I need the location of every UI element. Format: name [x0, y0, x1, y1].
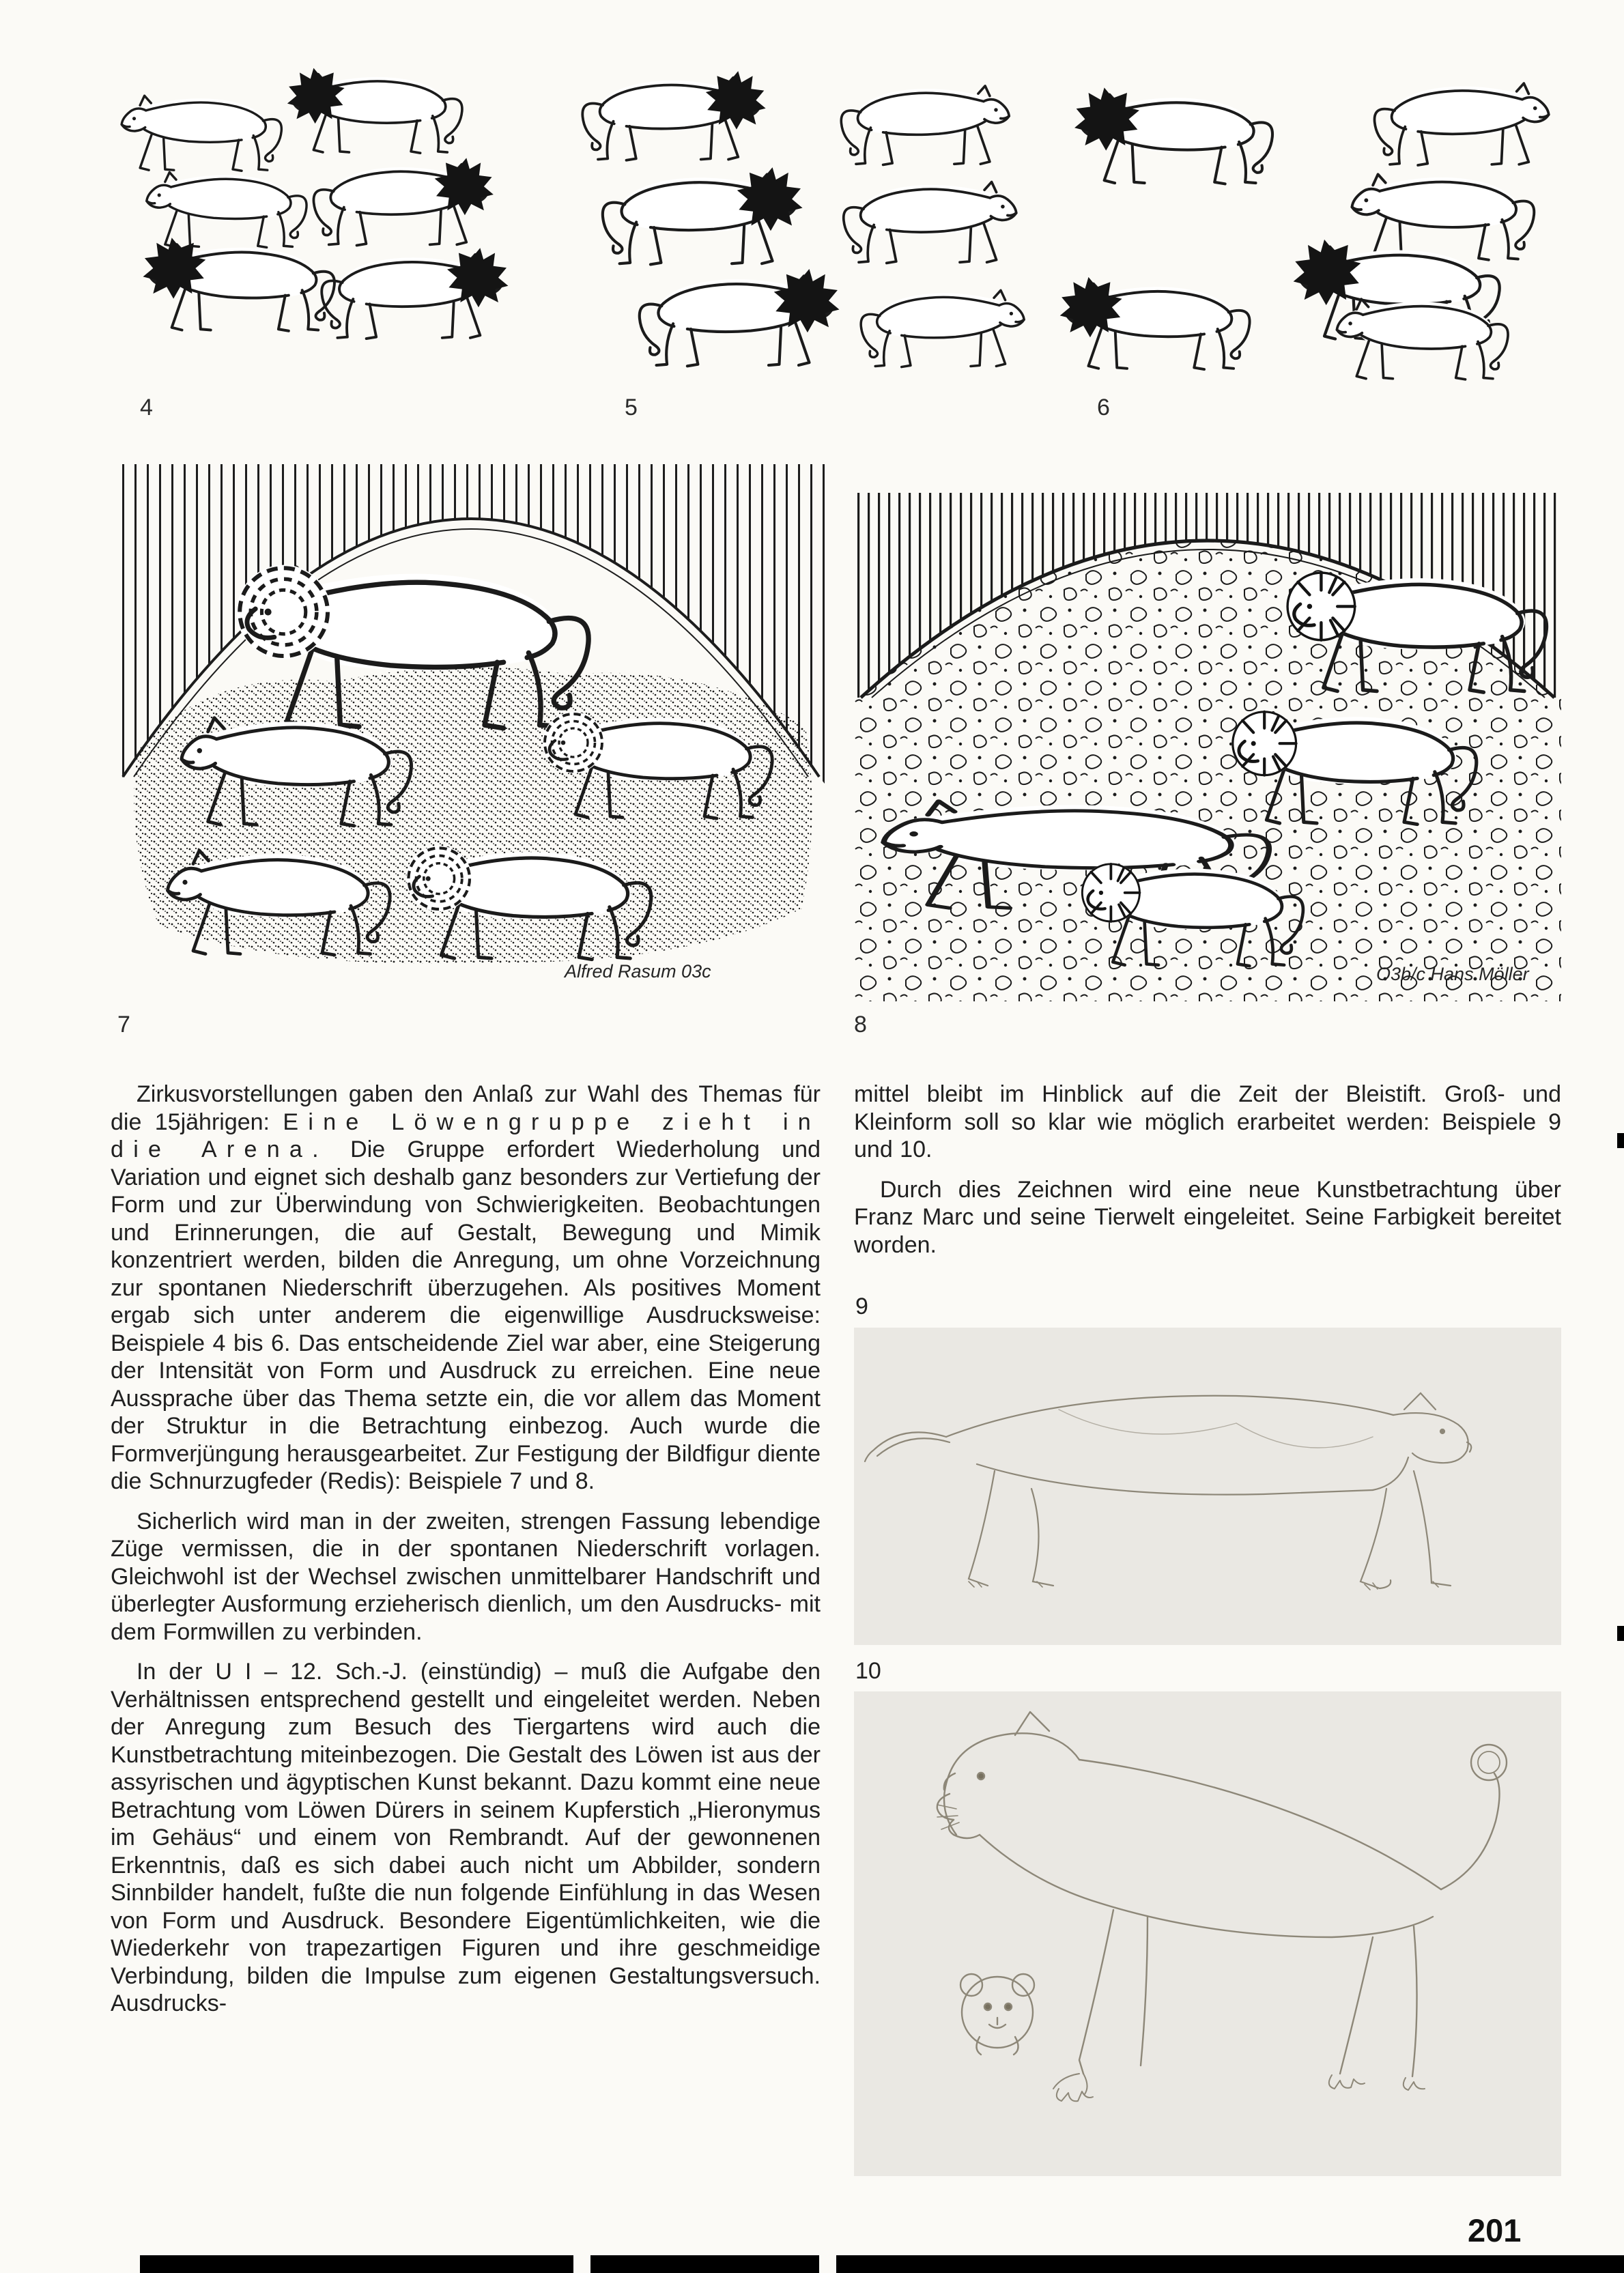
figure-4-lion-sketches — [111, 59, 523, 390]
figure-8-cage-drawing — [854, 493, 1561, 1001]
figure-5-drawing — [545, 59, 1031, 390]
scan-artifact-bar — [590, 2255, 819, 2273]
figure-4-label: 4 — [140, 395, 153, 420]
page-number: 201 — [1468, 2212, 1522, 2248]
figure-5-label: 5 — [625, 395, 638, 420]
paragraph-1-text-post: Die Gruppe erfordert Wiederholung und Variation und eignet sich deshalb ganz besonders zur Vertiefung der Form und zur Überwindung von Schwierigkeiten. Beobachtungen und Erinnerungen, die auf Gestalt, Bewegung und Mimik konzentriert werden, bilden die Anregung, um ohne Vorzeichnung zur spontanen Niederschrift überzugehen. Als positives Moment ergab sich unter anderem die eigenwillige Ausdrucksweise: Beispiele 4 bis 6. Das entscheidende Ziel war aber, eine Steigerung der Intensität von Form und Ausdruck zu erreichen. Eine neue Aussprache über das Thema setzte ein, die vor allem das Moment der Struktur in die Betrachtung einbezog. Auch wurde die Formverjüngung herausgearbeitet. Zur Festigung der Bildfigur diente die Schnurzugfeder (Redis): Beispiele 7 und 8. — [111, 1136, 821, 1494]
figure-9-label: 9 — [855, 1293, 868, 1319]
ground-texture — [134, 667, 812, 963]
paragraph-4: mittel bleibt im Hinblick auf die Zeit der Bleistift. Groß- und Kleinform soll so klar wie möglich erarbeitet werden: Beispiele 9 und 10. — [854, 1081, 1561, 1162]
figure-7-label: 7 — [117, 1012, 130, 1038]
paragraph-5: Durch dies Zeichnen wird eine neue Kunstbetrachtung über Franz Marc und seine Tierwelt eingeleitet. Seine Farbigkeit bereitet worden. — [854, 1176, 1561, 1258]
figure-7-drawing — [117, 464, 825, 1001]
figure-8-label: 8 — [854, 1012, 867, 1038]
figure-9-pencil-drawing — [854, 1328, 1561, 1645]
left-text-column — [111, 1081, 821, 2018]
paragraph-1 — [111, 1081, 821, 1496]
figure-8-signature: O3b/c Hans Möller — [1376, 964, 1529, 984]
figure-10-drawing — [854, 1691, 1561, 2176]
figure-7-signature: Alfred Rasum 03c — [565, 961, 711, 982]
figure-4-drawing — [111, 59, 523, 390]
scan-edge-mark — [1617, 1626, 1624, 1641]
scan-edge-mark — [1617, 1133, 1624, 1148]
figure-8-drawing — [854, 493, 1561, 1001]
right-text-column — [854, 1081, 1561, 2176]
figure-5-lion-sketches — [545, 59, 1031, 390]
scan-artifact-bar — [836, 2255, 1624, 2273]
paragraph-2: Sicherlich wird man in der zweiten, strengen Fassung lebendige Züge vermissen, die in der spontanen Niederschrift vorlagen. Gleichwohl ist der Wechsel zwischen unmittelbarer Handschrift und überlegter Ausformung erzieherisch dienlich, um den Ausdrucks- mit dem Formwillen zu verbinden. — [111, 1508, 821, 1645]
figure-6-drawing — [1053, 59, 1563, 390]
figure-6-lion-sketches — [1053, 59, 1563, 390]
figure-7-cage-drawing — [117, 464, 825, 1001]
paragraph-1-spaced-title: Eine Löwengruppe zieht in die Arena. — [111, 1109, 821, 1162]
figure-10-pencil-drawing — [854, 1691, 1561, 2176]
paragraph-1-text-pre: Zirkusvorstellungen gaben den Anlaß zur Wahl des Themas für die 15jährigen: — [111, 1081, 821, 1135]
figure-6-label: 6 — [1097, 395, 1110, 420]
figure-9-drawing — [854, 1328, 1561, 1645]
scan-artifact-bar — [140, 2255, 573, 2273]
paragraph-3: In der U I – 12. Sch.-J. (einstündig) – muß die Aufgabe den Verhältnissen entsprechend gestellt und eingeleitet werden. Neben der Anregung zum Besuch des Tiergartens wird auch die Kunstbetrachtung miteinbezogen. Die Gestalt des Löwen ist aus der assyrischen und ägyptischen Kunst bekannt. Dazu kommt eine neue Betrachtung vom Löwen Dürers in seinem Kupferstich „Hieronymus im Gehäus“ und einem von Rembrandt. Auf der gewonnenen Erkenntnis, daß es sich dabei auch nicht um Abbilder, sondern Sinnbilder handelt, fußte die nun folgende Einfühlung in das Wesen von Form und Ausdruck. Besondere Eigentümlichkeiten, wie die Wiederkehr von trapezartigen Figuren und ihre geschmeidige Verbindung, bilden die Impulse zum eigenen Gestaltungsversuch. Ausdrucks- — [111, 1659, 821, 2016]
figure-10-label: 10 — [855, 1657, 881, 1684]
